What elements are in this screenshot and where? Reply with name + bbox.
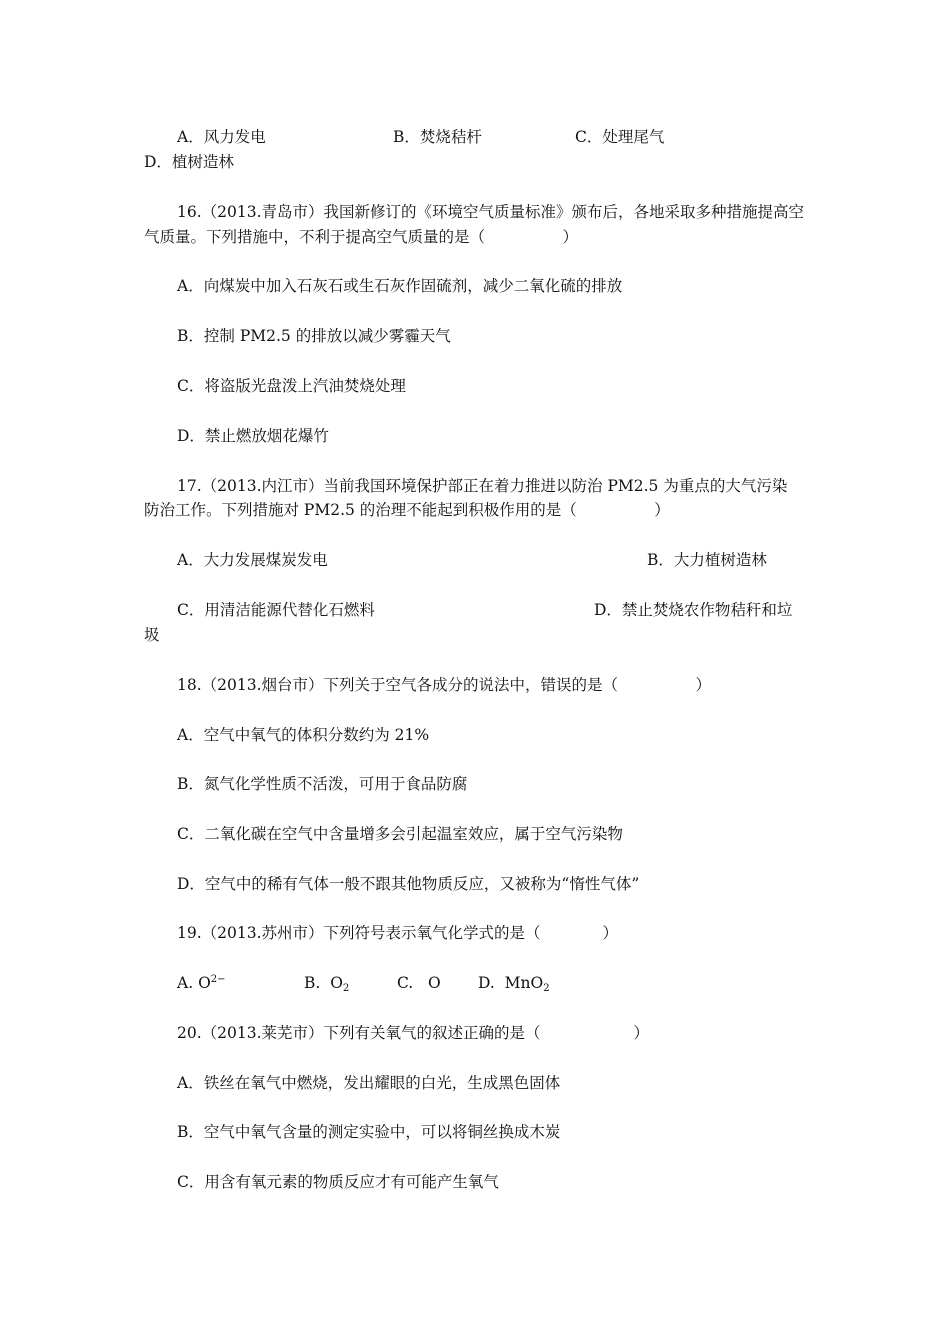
q18-stem: 18.（2013.烟台市）下列关于空气各成分的说法中，错误的是（ ）	[177, 676, 712, 694]
q15-option-b: B．焚烧秸杆	[393, 128, 482, 146]
q19-option-a-formula	[198, 974, 225, 992]
q19-option-d-formula	[505, 974, 550, 992]
q20-option-b: B．空气中氧气含量的测定实验中，可以将铜丝换成木炭	[177, 1123, 561, 1141]
q19-option-c: C. O	[397, 974, 441, 992]
q19-option-d-prefix: D.	[478, 974, 495, 992]
q20-option-c: C．用含有氧元素的物质反应才有可能产生氧气	[177, 1173, 499, 1191]
q19-option-b-prefix: B.	[304, 974, 321, 992]
q17-option-d-line1: D．禁止焚烧农作物秸秆和垃	[594, 601, 793, 619]
q17-option-c: C．用清洁能源代替化石燃料	[177, 601, 375, 619]
q20-option-a: A．铁丝在氧气中燃烧，发出耀眼的白光，生成黑色固体	[177, 1074, 561, 1092]
q19-option-a-base: O	[198, 974, 211, 992]
q17-stem-line1: 17.（2013.内江市）当前我国环境保护部正在着力推进以防治 PM2.5 为重点的大气污染	[177, 477, 788, 495]
q17-option-a: A．大力发展煤炭发电	[177, 551, 328, 569]
q16-stem-line1: 16.（2013.青岛市）我国新修订的《环境空气质量标准》颁布后，各地采取多种措施提高空	[177, 203, 805, 221]
q19-stem: 19.（2013.苏州市）下列符号表示氧气化学式的是（ ）	[177, 924, 619, 942]
q20-stem: 20.（2013.莱芜市）下列有关氧气的叙述正确的是（ ）	[177, 1024, 650, 1042]
q16-option-a: A．向煤炭中加入石灰石或生石灰作固硫剂，减少二氧化硫的排放	[177, 277, 623, 295]
q19-option-a-charge: 2−	[210, 974, 226, 985]
q19-option-b-subscript: 2	[342, 983, 350, 994]
q19-option-a	[177, 973, 226, 993]
q19-option-d	[478, 973, 550, 993]
q19-option-d-base: MnO	[504, 974, 544, 992]
q16-option-c: C．将盗版光盘泼上汽油焚烧处理	[177, 377, 406, 395]
q18-option-c: C．二氧化碳在空气中含量增多会引起温室效应，属于空气污染物	[177, 825, 623, 843]
q17-stem-line2: 防治工作。下列措施对 PM2.5 的治理不能起到积极作用的是（ ）	[144, 501, 670, 519]
q19-option-d-subscript: 2	[543, 983, 550, 994]
q15-option-d: D．植树造林	[144, 153, 234, 171]
q19-option-a-prefix: A.	[177, 974, 194, 992]
q16-option-b: B．控制 PM2.5 的排放以减少雾霾天气	[177, 327, 451, 345]
q16-stem-line2: 气质量。下列措施中，不利于提高空气质量的是（ ）	[144, 228, 579, 246]
q18-option-b: B．氮气化学性质不活泼，可用于食品防腐	[177, 775, 468, 793]
q19-option-b	[304, 973, 349, 993]
q18-option-d: D．空气中的稀有气体一般不跟其他物质反应，又被称为“惰性气体”	[177, 875, 640, 893]
q19-option-b-base: O	[330, 974, 343, 992]
q16-option-d: D．禁止燃放烟花爆竹	[177, 427, 329, 445]
q19-option-b-formula	[330, 974, 349, 992]
q15-option-a: A．风力发电	[177, 128, 266, 146]
q15-option-c: C．处理尾气	[575, 128, 665, 146]
q17-option-b: B．大力植树造林	[647, 551, 767, 569]
q18-option-a: A．空气中氧气的体积分数约为 21%	[177, 726, 430, 744]
q17-option-d-line2: 圾	[144, 626, 160, 644]
